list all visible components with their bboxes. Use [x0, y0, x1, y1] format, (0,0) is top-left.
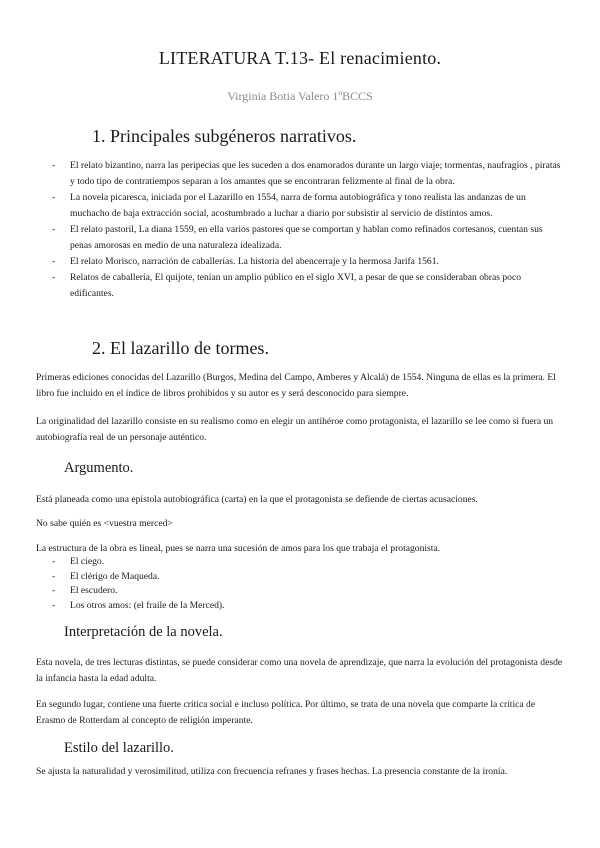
list-item: [36, 555, 566, 570]
argumento-paragraph-estructura: La estructura de la obra es lineal, pues se narra una sucesión de amos para los que trabaja el protagonista.: [36, 543, 441, 554]
list-item-text: El ciego.: [70, 556, 105, 567]
list-item: [36, 158, 566, 190]
bullet-dash: -: [52, 599, 56, 611]
lazarillo-paragraph-originalidad: La originalidad del lazarillo consiste en su realismo como en elegir un antihéroe como protagonista, el lazarillo se lee como si fuera un autobiografía real de un personaje auténtico.: [36, 416, 554, 443]
list-item-text: El clérigo de Maqueda.: [70, 570, 160, 582]
bullet-dash: -: [52, 585, 56, 597]
bullet-dash: -: [52, 160, 56, 171]
lazarillo-paragraph-ediciones: Primeras ediciones conocidas del Lazarillo (Burgos, Medina del Campo, Amberes y Alcalá) de 1554. Ninguna de ellas es la primera. El libro fue incluido en el índice de libros prohibidos y su autor es y será desconocido para siempre.: [36, 372, 556, 399]
list-item-text: El relato pastoril, La diana 1559, en ella varios pastores que se comportan y hablan como refinados cortesanos, cuentan sus penas amorosas en medio de una naturaleza idealizada.: [70, 224, 543, 251]
bullet-dash: -: [52, 556, 56, 567]
subheading-argumento: Argumento.: [64, 460, 134, 476]
list-item-text: El relato bizantino, narra las peripecias que les suceden a dos enamorados durante un largo viaje; tormentas, naufragios , piratas y todo tipo de contratiempos separan a los amantes que se encontraran felizmente al final de la obra.: [70, 160, 561, 187]
section-heading-subgeneros: 1. Principales subgéneros narrativos.: [92, 126, 357, 146]
bullet-dash: -: [52, 224, 56, 235]
list-item: [36, 222, 566, 254]
subheading-interpretacion: Interpretación de la novela.: [64, 624, 223, 640]
list-item: [36, 570, 566, 585]
bullet-dash: -: [52, 570, 56, 582]
estilo-paragraph: Se ajusta la naturalidad y verosimilitud, utiliza con frecuencia refranes y frases hechas. La presencia constante de la ironía.: [36, 766, 508, 777]
section-heading-lazarillo: 2. El lazarillo de tormes.: [92, 338, 269, 358]
list-item-text: El relato Morisco, narración de caballerías. La historia del abencerraje y la hermosa Jarifa 1561.: [70, 256, 439, 267]
list-item: [36, 254, 566, 270]
amos-list: [36, 555, 566, 613]
list-item: [36, 599, 566, 614]
list-item-text: El escudero.: [70, 585, 118, 597]
bullet-dash: -: [52, 272, 56, 283]
bullet-dash: -: [52, 256, 56, 267]
author-line: Virginia Botia Valero 1ºBCCS: [227, 89, 373, 103]
list-item: [36, 270, 566, 302]
list-item-text: La novela picaresca, iniciada por el Lazarillo en 1554, narra de forma autobiográfica y tono realista las andanzas de un muchacho de baja extracción social, acostumbrado a luchar a diario por subsistir al servicio de distintos amos.: [70, 192, 526, 219]
argumento-paragraph-merced: No sabe quién es <vuestra merced>: [36, 518, 173, 529]
interpretacion-paragraph-aprendizaje: Esta novela, de tres lecturas distintas, se puede considerar como una novela de aprendizaje, que narra la evolución del protagonista desde la infancia hasta la edad adulta.: [36, 657, 563, 684]
bullet-dash: -: [52, 192, 56, 203]
subgeneros-list: [36, 158, 566, 302]
interpretacion-paragraph-critica: En segundo lugar, contiene una fuerte crítica social e incluso política. Por último, se trata de una novela que comparte la crítica de Erasmo de Rotterdam al concepto de religión imperante.: [36, 699, 536, 726]
list-item-text: Los otros amos: (el fraile de la Merced).: [70, 599, 225, 611]
list-item: [36, 584, 566, 599]
subheading-estilo: Estilo del lazarillo.: [64, 740, 174, 756]
list-item: [36, 190, 566, 222]
list-item-text: Relatos de caballería, El quijote, tenían un amplio público en el siglo XVI, a pesar de que se consideraban obras poco edificantes.: [70, 272, 522, 299]
argumento-paragraph-epistola: Está planeada como una epístola autobiográfica (carta) en la que el protagonista se defiende de ciertas acusaciones.: [36, 494, 478, 505]
document-title: LITERATURA T.13- El renacimiento.: [158, 48, 442, 68]
